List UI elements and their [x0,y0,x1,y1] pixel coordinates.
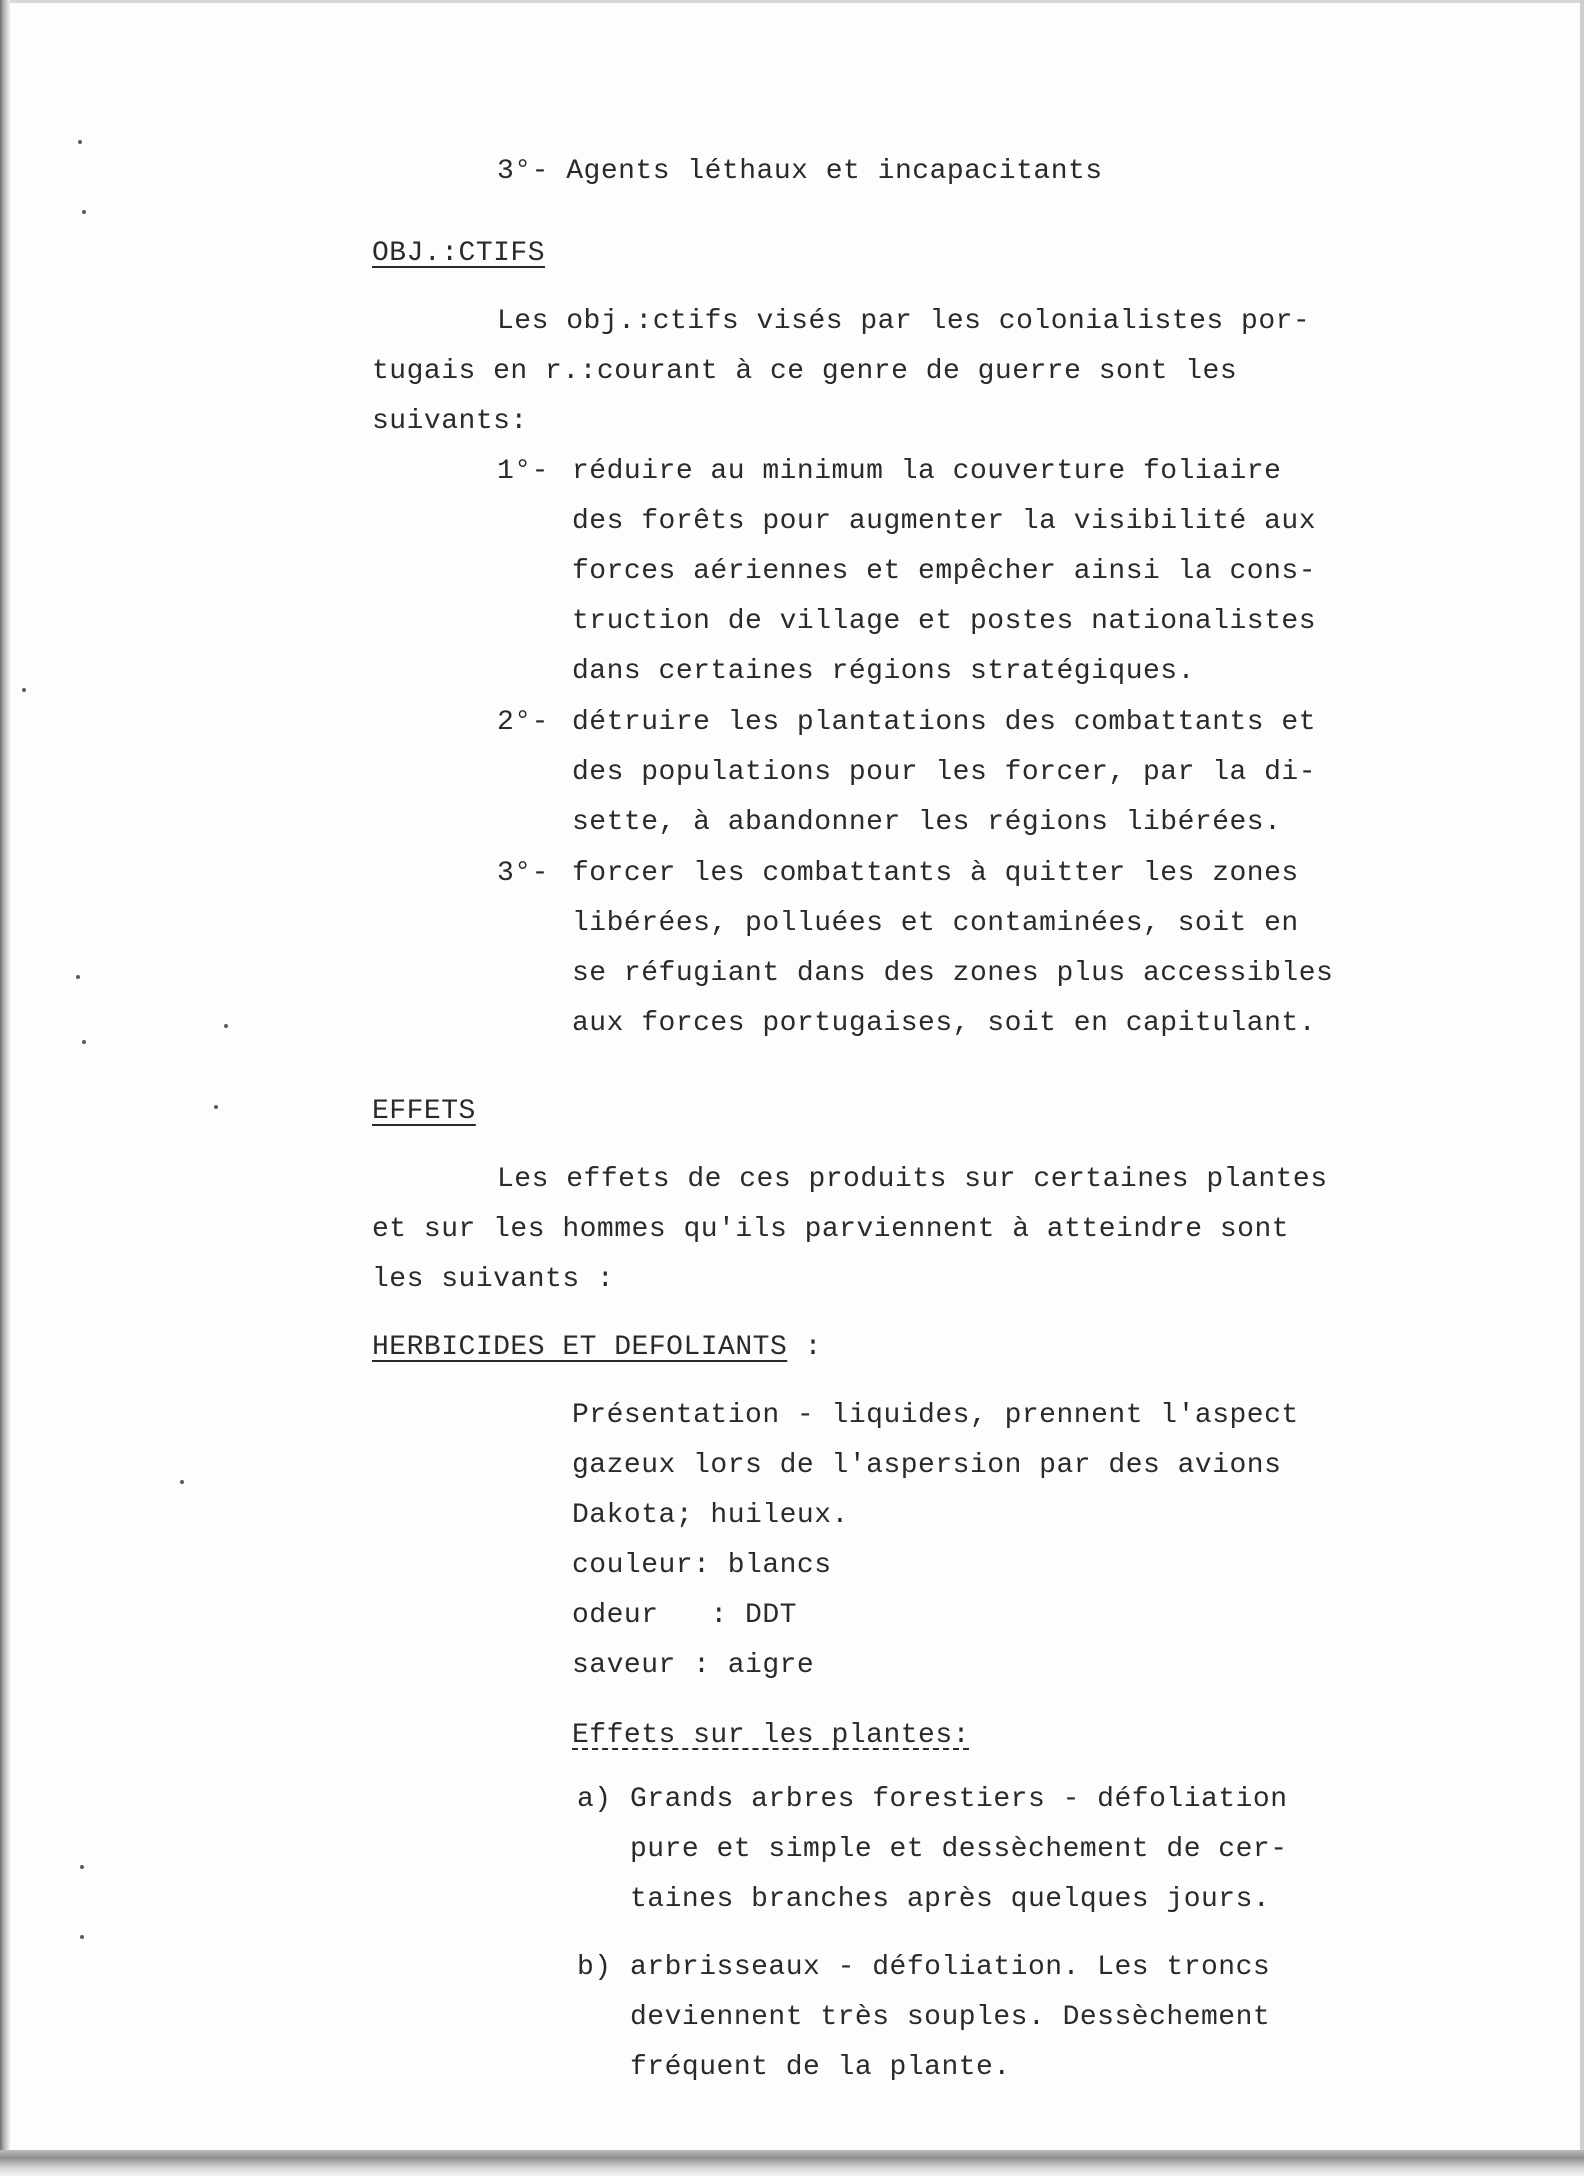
scan-speck [22,688,26,692]
property-label: couleur: [572,1550,711,1581]
page-left-edge [0,0,10,2176]
page-top-edge [0,0,1584,3]
objectif-line: aux forces portugaises, soit en capitulant. [572,1008,1317,1039]
objectif-line: des forêts pour augmenter la visibilité aux [572,506,1317,537]
objectifs-intro-line: suivants: [372,406,528,437]
scan-speck [180,1480,184,1484]
plant-effect-line: deviennent très souples. Dessèchement [630,2002,1271,2033]
scan-speck [224,1024,228,1028]
property-row [572,1598,797,1634]
property-value: aigre [710,1650,815,1681]
presentation-line: gazeux lors de l'aspersion par des avions [572,1450,1282,1481]
effets-intro-line: les suivants : [372,1264,615,1295]
scan-speck [80,1935,84,1939]
scan-speck [76,975,80,979]
objectif-number: 3°- [497,858,549,889]
objectifs-heading: OBJ.:CTIFS [372,238,546,269]
plant-effect-line: arbrisseaux - défoliation. Les troncs [630,1952,1271,1983]
plant-effect-line: pure et simple et dessèchement de cer- [630,1834,1288,1865]
plant-effect-letter: a) [577,1784,612,1815]
objectif-number: 2°- [497,707,549,738]
objectif-line: des populations pour les forcer, par la di- [572,757,1317,788]
presentation-line: Présentation - liquides, prennent l'aspect [572,1400,1299,1431]
objectif-number: 1°- [497,456,549,487]
objectif-line: sette, à abandonner les régions libérées. [572,807,1282,838]
objectif-line: détruire les plantations des combattants et [572,707,1317,738]
presentation-line: Dakota; huileux. [572,1500,849,1531]
objectif-line: dans certaines régions stratégiques. [572,656,1195,687]
herbicides-heading-suffix: : [787,1332,822,1363]
herbicides-heading: HERBICIDES ET DEFOLIANTS [372,1332,788,1363]
herbicides-heading-row [372,1330,822,1366]
effets-intro-line: Les effets de ces produits sur certaines plantes [497,1164,1328,1195]
scan-speck [214,1105,218,1109]
property-value: DDT [727,1600,797,1631]
objectif-line: réduire au minimum la couverture foliaire [572,456,1282,487]
property-label: saveur : [572,1650,711,1681]
objectif-line: forcer les combattants à quitter les zones [572,858,1299,889]
plant-effect-line: taines branches après quelques jours. [630,1884,1271,1915]
scan-speck [78,140,82,144]
effets-intro-line: et sur les hommes qu'ils parviennent à atteindre sont [372,1214,1290,1245]
property-value: blancs [710,1550,832,1581]
objectifs-intro-line: tugais en r.:courant à ce genre de guerre sont les [372,356,1238,387]
objectifs-intro-line: Les obj.:ctifs visés par les colonialistes por- [497,306,1311,337]
objectif-line: forces aériennes et empêcher ainsi la cons- [572,556,1317,587]
plant-effect-line: fréquent de la plante. [630,2052,1011,2083]
property-label: odeur : [572,1600,728,1631]
scan-speck [82,1040,86,1044]
property-row [572,1548,832,1584]
page-right-edge [1580,0,1584,2176]
section-title: 3°- Agents léthaux et incapacitants [497,156,1103,187]
plants-effects-heading: Effets sur les plantes: [572,1720,970,1751]
plant-effect-letter: b) [577,1952,612,1983]
objectif-line: truction de village et postes nationalistes [572,606,1317,637]
plant-effect-line: Grands arbres forestiers - défoliation [630,1784,1288,1815]
scan-speck [80,1865,84,1869]
objectif-line: libérées, polluées et contaminées, soit en [572,908,1299,939]
page-bottom-edge [0,2150,1584,2176]
property-row [572,1648,814,1684]
effets-heading: EFFETS [372,1096,476,1127]
scan-speck [82,210,86,214]
objectif-line: se réfugiant dans des zones plus accessibles [572,958,1334,989]
